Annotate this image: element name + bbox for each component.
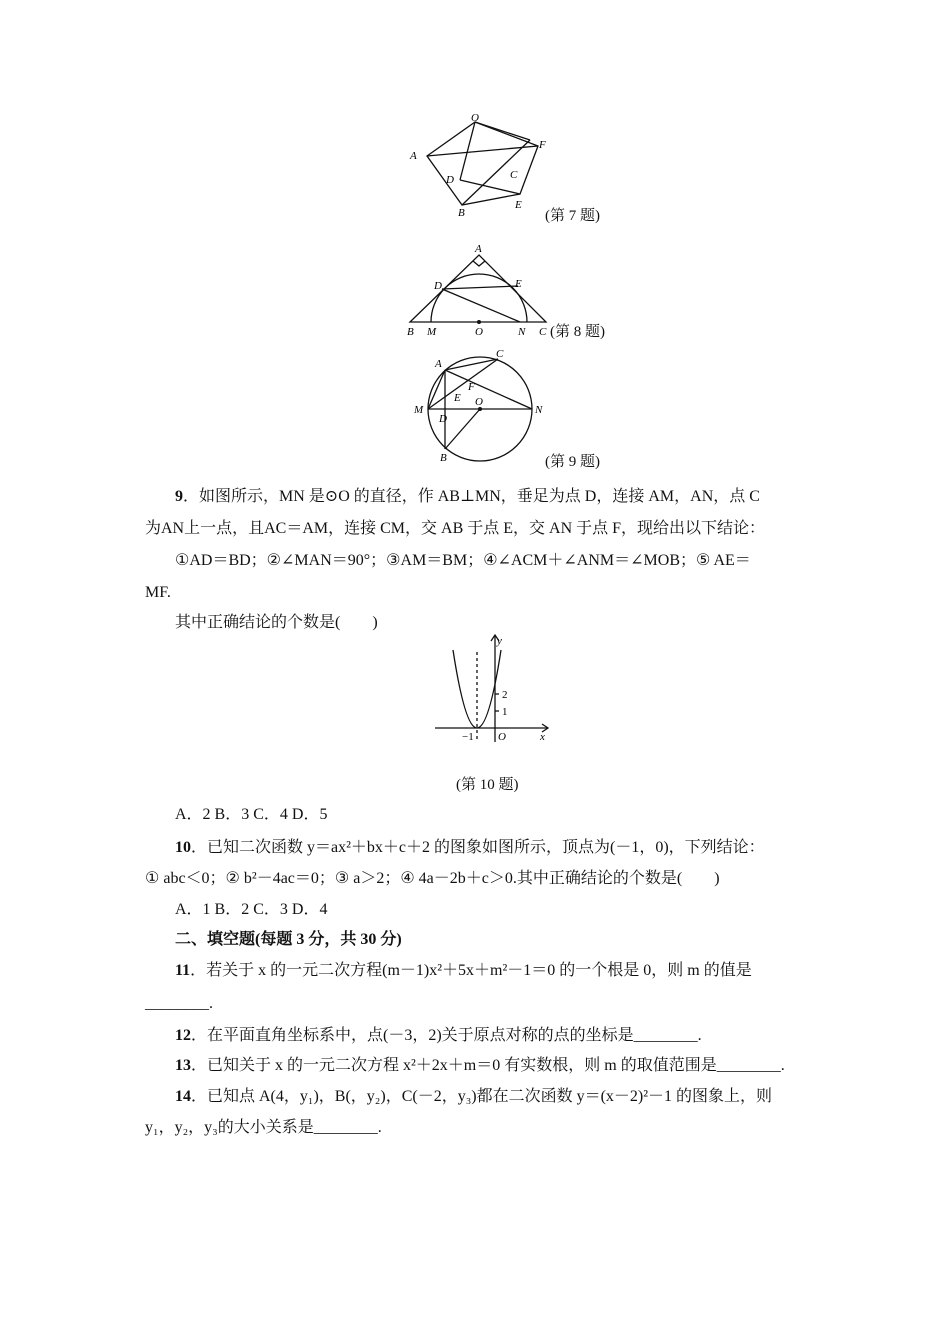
q13-number: 13 bbox=[175, 1057, 191, 1074]
q12-line-1 bbox=[175, 1026, 845, 1046]
fig10-label-2: 2 bbox=[502, 689, 508, 701]
q10-line-1 bbox=[175, 838, 845, 858]
q14-line-1 bbox=[175, 1087, 845, 1107]
q10-line-2: ① abc＜0；② b²－4ac＝0；③ a＞2；④ 4a－2b＋c＞0.其中正确结论的个数是( ) bbox=[145, 870, 720, 887]
q9-line-3: ①AD＝BD；②∠MAN＝90°；③AM＝BM；④∠ACM＋∠ANM＝∠MOB；⑤ AE＝ bbox=[175, 552, 751, 569]
fig9-label-d: D bbox=[439, 413, 447, 425]
fig7-label-c: C bbox=[510, 169, 518, 181]
fig8-label-c: C bbox=[539, 326, 547, 338]
q9-line-4: MF. bbox=[145, 584, 171, 601]
figure-8 bbox=[400, 240, 550, 340]
fig7-label-f: F bbox=[539, 139, 546, 151]
q12-number: 12 bbox=[175, 1027, 191, 1044]
q11-line-2: ________. bbox=[145, 995, 213, 1012]
q14-text-1: ．已知点 A(4，y₁)，B(，y₂)，C(－2，y₃)都在二次函数 y＝(x－2)²－1 的图象上，则 bbox=[191, 1088, 773, 1105]
fig9-label-e: E bbox=[454, 392, 461, 404]
q14-line-2: y₁，y₂，y₃的大小关系是________. bbox=[145, 1119, 382, 1136]
fig9-label-o: O bbox=[475, 396, 483, 408]
fig7-label-a: A bbox=[410, 150, 417, 162]
fig7-caption: (第 7 题) bbox=[545, 208, 600, 224]
q13-line-1 bbox=[175, 1056, 845, 1076]
fig7-label-b: B bbox=[458, 207, 465, 219]
fig10-label-o: O bbox=[498, 731, 506, 743]
fig10-label-x: x bbox=[540, 731, 545, 743]
fig8-label-o: O bbox=[475, 326, 483, 338]
fig8-label-a: A bbox=[475, 243, 482, 255]
fig8-caption: (第 8 题) bbox=[550, 324, 605, 340]
fig8-label-m: M bbox=[427, 326, 437, 338]
figure-7 bbox=[400, 110, 560, 220]
figure-10 bbox=[430, 632, 560, 747]
fig10-label-minus-1: −1 bbox=[462, 731, 474, 743]
fig10-caption: (第 10 题) bbox=[456, 777, 519, 793]
q9-line-2: 为AN上一点，且AC＝AM，连接 CM，交 AB 于点 E，交 AN 于点 F，现给出以下结论： bbox=[145, 520, 766, 537]
fig9-label-n: N bbox=[535, 404, 543, 416]
q10-options: A．1 B．2 C．3 D．4 bbox=[175, 901, 328, 918]
q12-text-1: ．在平面直角坐标系中，点(－3，2)关于原点对称的点的坐标是________. bbox=[191, 1027, 702, 1044]
q10-number: 10 bbox=[175, 839, 191, 856]
fig10-label-1: 1 bbox=[502, 706, 508, 718]
fig8-label-n: N bbox=[518, 326, 526, 338]
fig7-label-d: D bbox=[446, 174, 454, 186]
fig7-label-o: O bbox=[471, 112, 479, 124]
q9-line-5: 其中正确结论的个数是( ) bbox=[175, 614, 378, 631]
fig9-caption: (第 9 题) bbox=[545, 454, 600, 470]
fig8-label-e: E bbox=[515, 278, 522, 290]
fig9-label-f: F bbox=[468, 381, 475, 393]
fig10-label-y: y bbox=[497, 635, 502, 647]
fig9-label-b: B bbox=[440, 452, 447, 464]
q14-number: 14 bbox=[175, 1088, 191, 1105]
fig9-label-m: M bbox=[414, 404, 424, 416]
fig8-label-b: B bbox=[407, 326, 414, 338]
q9-line-1 bbox=[175, 487, 845, 507]
fig7-label-e: E bbox=[515, 199, 522, 211]
q10-text-1: ．已知二次函数 y＝ax²＋bx＋c＋2 的图象如图所示，顶点为(－1，0)，下列结论： bbox=[191, 839, 765, 856]
q9-number: 9 bbox=[175, 488, 183, 505]
fig9-label-a: A bbox=[435, 358, 442, 370]
figure-9 bbox=[410, 345, 560, 465]
q13-text-1: ．已知关于 x 的一元二次方程 x²＋2x＋m＝0 有实数根，则 m 的取值范围是________. bbox=[191, 1057, 785, 1074]
q9-text-1: ．如图所示，MN 是⊙O 的直径，作 AB⊥MN，垂足为点 D，连接 AM，AN，点 C bbox=[183, 488, 760, 505]
q11-line-1 bbox=[175, 961, 845, 981]
q9-options: A．2 B．3 C．4 D．5 bbox=[175, 806, 328, 823]
q11-text-1: ．若关于 x 的一元二次方程(m－1)x²＋5x＋m²－1＝0 的一个根是 0，则 m 的值是 bbox=[190, 962, 752, 979]
fig9-label-c: C bbox=[496, 348, 504, 360]
q11-number: 11 bbox=[175, 962, 191, 979]
fig8-label-d: D bbox=[434, 280, 442, 292]
section-2-heading: 二、填空题(每题 3 分，共 30 分) bbox=[175, 931, 402, 948]
